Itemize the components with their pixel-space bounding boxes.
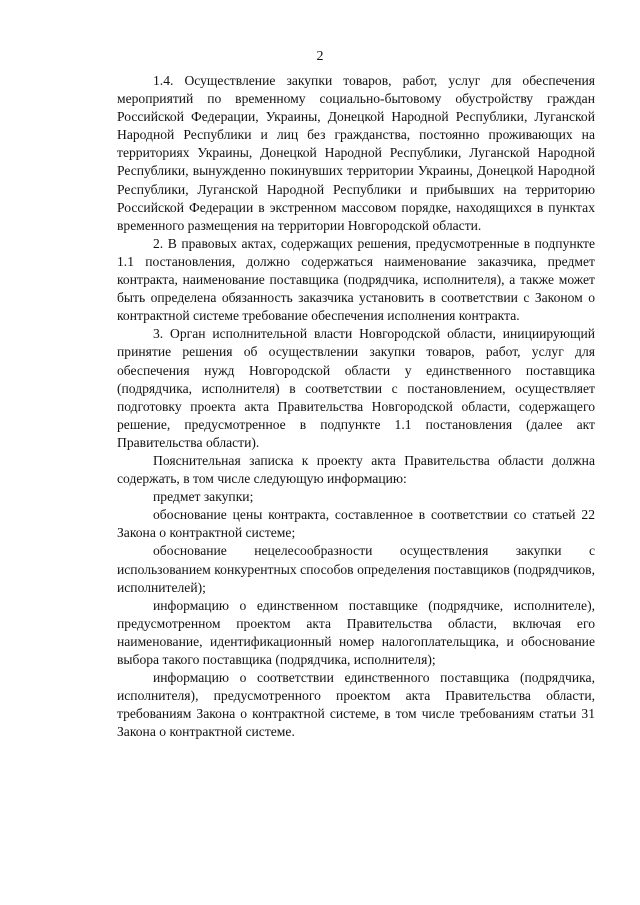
list-item-price-justification: обоснование цены контракта, составленное в соответствии со статьей 22 Закона о контрактной системе; [117, 507, 595, 541]
document-body [117, 72, 595, 741]
paragraph-2: 2. В правовых актах, содержащих решения, предусмотренные в подпункте 1.1 постановления, должно содержаться наименование заказчика, предмет контракта, наименование поставщика (подрядчика, исполнителя), а также может быть определена обязанность заказчика установить в соответствии с Законом о контрактной системе требование обеспечения исполнения контракта. [117, 235, 595, 324]
paragraph-explanatory-note: Пояснительная записка к проекту акта Правительства области должна содержать, в том числе следующую информацию: [117, 452, 595, 487]
list-item-supplier-compliance: информацию о соответствии единственного поставщика (подрядчика, исполнителя), предусмотренного проектом акта Правительства области, требованиям Закона о контрактной системе, в том числе требованиям статьи 31 Закона о контрактной системе. [117, 670, 595, 740]
list-item-supplier-info: информацию о единственном поставщике (подрядчике, исполнителе), предусмотренном проектом акта Правительства области, включая его наименование, идентификационный номер налогоплательщика, и обоснование выбора такого поставщика (подрядчика, исполнителя); [117, 597, 595, 667]
paragraph-3: 3. Орган исполнительной власти Новгородской области, инициирующий принятие решения об осуществлении закупки товаров, работ, услуг для обеспечения нужд Новгородской области у единственного поставщика (подрядчика, исполнителя) в соответствии с постановлением, осуществляет подготовку проекта акта Правительства Новгородской области, содержащего решение, предусмотренное в подпункте 1.1 постановления (далее акт Правительства области). [117, 326, 595, 450]
paragraph-1-4: 1.4. Осуществление закупки товаров, работ, услуг для обеспечения мероприятий по временному социально-бытовому обустройству граждан Российской Федерации, Украины, Донецкой Народной Республики, Луганской Народной Республики и лиц без гражданства, постоянно проживающих на территориях Украины, Донецкой Народной Республики, Луганской Народной Республики, вынужденно покинувших территории Украины, Донецкой Народной Республики, Луганской Народной Республики и прибывших на территорию Российской Федерации в экстренном массовом порядке, находящихся в пунктах временного размещения на территории Новгородской области. [117, 73, 595, 233]
page-number: 2 [316, 49, 324, 64]
list-item-inexpediency: обоснование нецелесообразности осуществления закупки с использованием конкурентных способов определения поставщиков (подрядчиков, исполнителей); [117, 543, 595, 595]
list-item-subject: предмет закупки; [153, 489, 254, 505]
